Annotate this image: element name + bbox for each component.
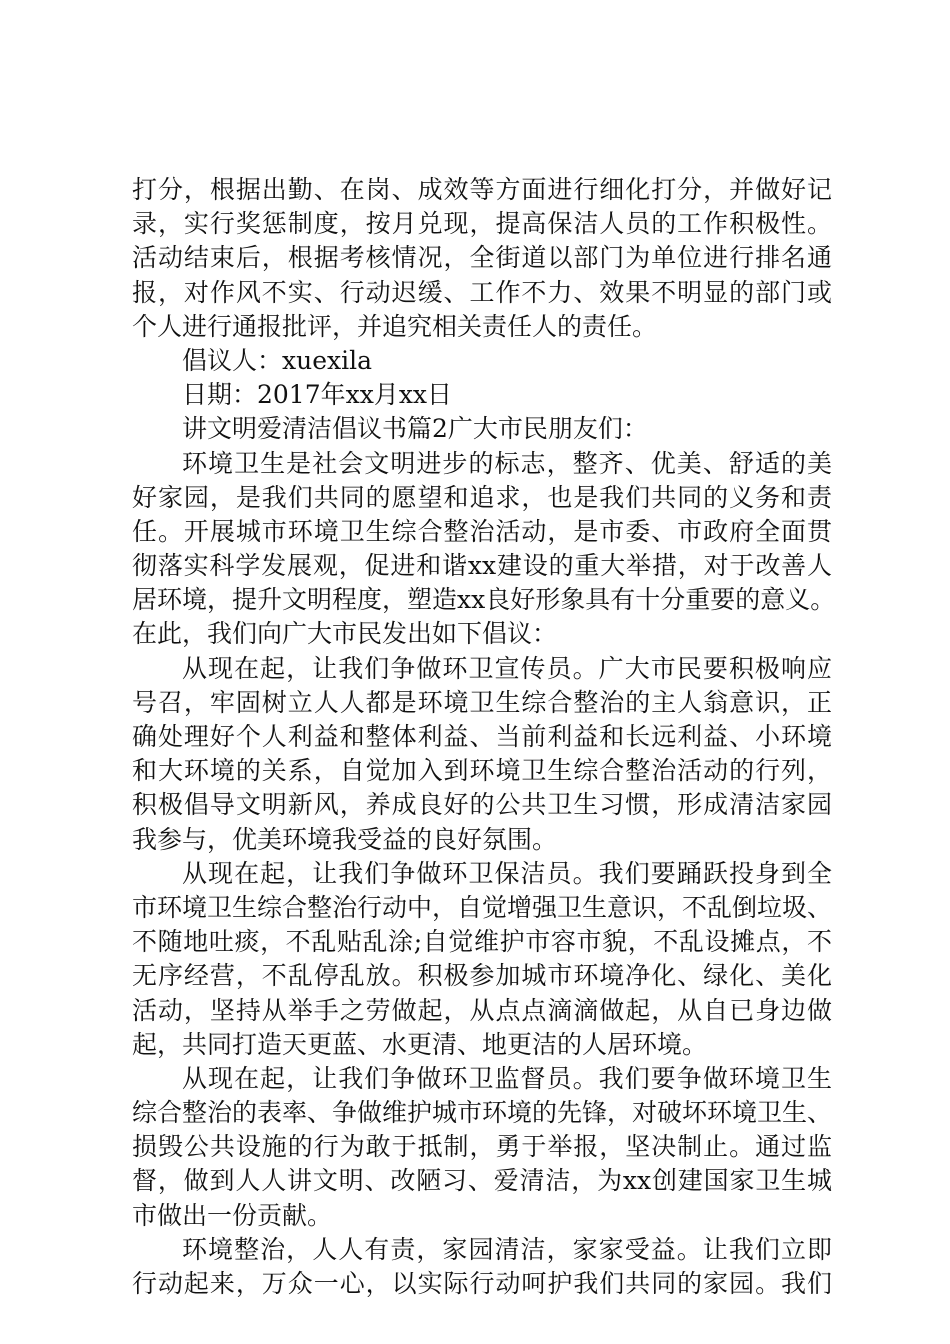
text-line: 市环境卫生综合整治行动中，自觉增强卫生意识，不乱倒垃圾、 [132,892,833,922]
text-line: 环境卫生是社会文明进步的标志，整齐、优美、舒适的美 [182,448,832,478]
text-line: 和大环境的关系，自觉加入到环境卫生综合整治活动的行列， [132,756,832,786]
text-line: 任。开展城市环境卫生综合整治活动，是市委、市政府全面贯 [132,516,832,546]
text-line: 不随地吐痰，不乱贴乱涂;自觉维护市容市貌，不乱设摊点，不 [132,927,832,957]
text-line: 好家园，是我们共同的愿望和追求，也是我们共同的义务和责 [132,482,832,512]
text-line: 确处理好个人利益和整体利益、当前利益和长远利益、小环境 [132,722,832,751]
document-body [132,173,836,1301]
section-heading: 讲文明爱清洁倡议书篇2广大市民朋友们： [182,414,648,444]
signatory-line: 倡议人：xuexila [182,345,372,375]
text-line: 个人进行通报批评，并追究相关责任人的责任。 [132,311,658,341]
text-line: 行动起来，万众一心，以实际行动呵护我们共同的家园。我们 [132,1269,832,1298]
text-line: 起，共同打造天更蓝、水更清、地更洁的人居环境。 [132,1029,708,1059]
text-line: 从现在起，让我们争做环卫保洁员。我们要踊跃投身到全 [182,858,832,888]
text-line: 环境整治，人人有责，家园清洁，家家受益。让我们立即 [182,1234,832,1264]
text-line: 号召，牢固树立人人都是环境卫生综合整治的主人翁意识，正 [132,687,832,717]
text-line: 活动，坚持从举手之劳做起，从点点滴滴做起，从自已身边做 [132,995,832,1025]
text-line: 录，实行奖惩制度，按月兑现，提高保洁人员的工作积极性。 [132,209,832,239]
text-line: 我参与，优美环境我受益的良好氛围。 [132,824,558,854]
text-line: 居环境，提升文明程度，塑造xx良好形象具有十分重要的意义。 [132,585,836,615]
text-line: 积极倡导文明新风，养成良好的公共卫生习惯，形成清洁家园 [132,790,832,820]
text-line: 从现在起，让我们争做环卫监督员。我们要争做环境卫生 [182,1063,832,1093]
text-line: 无序经营，不乱停乱放。积极参加城市环境净化、绿化、美化 [132,961,832,991]
date-line: 日期：2017年xx月xx日 [182,380,453,410]
text-line: 在此，我们向广大市民发出如下倡议： [132,619,558,649]
text-line: 活动结束后，根据考核情况，全街道以部门为单位进行排名通 [132,243,832,273]
text-line: 报，对作风不实、行动迟缓、工作不力、效果不明显的部门或 [132,277,832,307]
text-line: 市做出一份贡献。 [132,1200,333,1230]
text-line: 打分，根据出勤、在岗、成效等方面进行细化打分，并做好记 [132,175,832,204]
text-line: 综合整治的表率、争做维护城市环境的先锋，对破坏环境卫生、 [132,1098,833,1128]
text-line: 从现在起，让我们争做环卫宣传员。广大市民要积极响应 [182,653,832,683]
text-line: 损毁公共设施的行为敢于抵制，勇于举报，坚决制止。通过监 [132,1132,832,1162]
text-line: 督，做到人人讲文明、改陋习、爱清洁，为xx创建国家卫生城 [132,1166,832,1196]
text-line: 彻落实科学发展观，促进和谐xx建设的重大举措，对于改善人 [132,551,832,581]
